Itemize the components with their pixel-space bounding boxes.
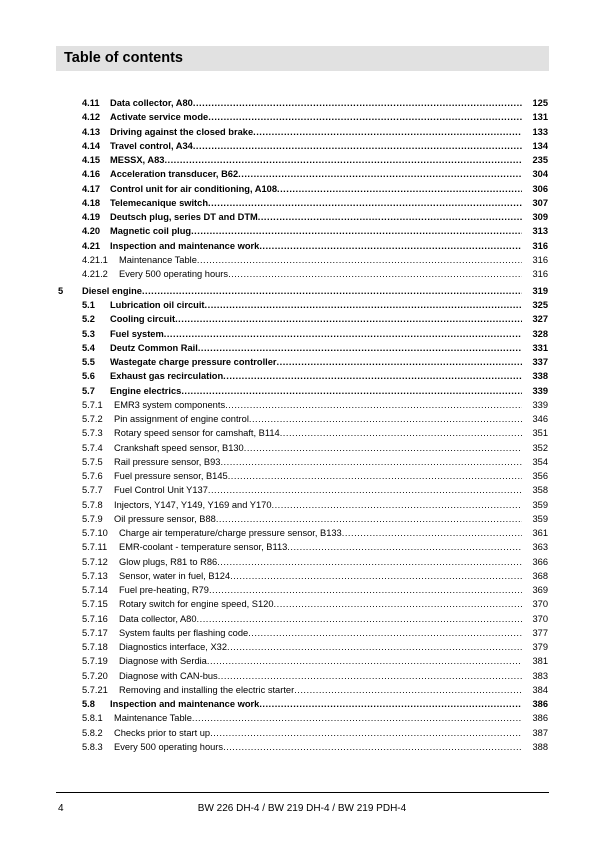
toc-entry-number: 5 xyxy=(58,285,64,296)
toc-entry-page: 377 xyxy=(532,627,548,638)
toc-entry-page: 388 xyxy=(532,741,548,752)
toc-entry-title: Deutsch plug, series DT and DTM xyxy=(110,212,258,222)
toc-entry[interactable] xyxy=(0,583,604,597)
toc-entry-title: Inspection and maintenance work xyxy=(110,240,260,251)
toc-dot-leader xyxy=(228,267,522,281)
toc-entry[interactable] xyxy=(0,512,604,526)
toc-entry-number: 5.7.17 xyxy=(82,627,108,638)
toc-dot-leader xyxy=(249,412,522,426)
toc-entry-number: 5.7.8 xyxy=(82,499,103,510)
toc-entry-title: Acceleration transducer, B62 xyxy=(110,169,239,180)
toc-entry-number: 5.7.10 xyxy=(82,528,108,538)
toc-entry-title: Removing and installing the electric starter xyxy=(119,684,295,695)
toc-entry-number: 5.7.19 xyxy=(82,656,108,667)
toc-entry-title: System faults per flashing code xyxy=(119,627,249,638)
toc-entry-number: 5.7 xyxy=(82,385,95,396)
toc-entry-title: Oil pressure sensor, B88 xyxy=(114,513,216,524)
toc-entry[interactable] xyxy=(0,167,604,181)
toc-entry-title: Driving against the closed brake xyxy=(110,126,254,137)
toc-entry[interactable] xyxy=(0,669,604,683)
toc-entry[interactable] xyxy=(0,312,604,326)
toc-dot-leader xyxy=(198,341,522,355)
toc-entry[interactable] xyxy=(0,110,604,124)
toc-entry-number: 4.21.2 xyxy=(82,269,108,279)
toc-entry-number: 5.7.3 xyxy=(82,428,103,439)
toc-entry-number: 5.7.1 xyxy=(82,399,103,410)
toc-entry[interactable] xyxy=(0,469,604,483)
toc-dot-leader xyxy=(164,153,522,167)
toc-entry[interactable] xyxy=(0,298,604,312)
toc-entry-page: 307 xyxy=(532,197,548,208)
toc-entry-number: 4.11 xyxy=(82,98,100,108)
toc-dot-leader xyxy=(193,139,522,153)
toc-entry[interactable] xyxy=(0,640,604,654)
toc-entry-title: Lubrication oil circuit xyxy=(110,300,205,310)
toc-dot-leader xyxy=(259,239,522,253)
toc-entry-title: Wastegate charge pressure controller xyxy=(110,357,277,367)
toc-entry-page: 387 xyxy=(532,727,548,738)
toc-entry[interactable] xyxy=(0,441,604,455)
toc-entry[interactable] xyxy=(0,612,604,626)
toc-entry-page: 369 xyxy=(532,585,548,595)
toc-entry[interactable] xyxy=(0,697,604,711)
toc-dot-leader xyxy=(280,426,522,440)
toc-dot-leader xyxy=(208,110,522,124)
toc-entry-title: Travel control, A34 xyxy=(110,140,193,151)
toc-entry-page: 339 xyxy=(532,399,548,410)
toc-dot-leader xyxy=(227,640,522,654)
toc-entry-page: 125 xyxy=(532,98,548,108)
toc-entry-page: 133 xyxy=(532,126,548,137)
toc-entry-page: 346 xyxy=(532,414,548,424)
toc-entry[interactable] xyxy=(0,125,604,139)
toc-entry-page: 331 xyxy=(532,342,548,353)
toc-entry[interactable] xyxy=(0,626,604,640)
toc-entry-number: 4.16 xyxy=(82,169,101,180)
toc-dot-leader xyxy=(197,253,522,267)
toc-entry[interactable] xyxy=(0,355,604,369)
toc-dot-leader xyxy=(218,669,522,683)
toc-entry-number: 4.14 xyxy=(82,140,101,151)
toc-entry[interactable] xyxy=(0,726,604,740)
toc-entry-title: MESSX, A83 xyxy=(110,155,165,165)
toc-entry-number: 5.8.1 xyxy=(82,713,103,724)
toc-entry-page: 363 xyxy=(532,542,548,553)
toc-entry-title: Fuel system xyxy=(110,328,164,339)
toc-entry-number: 5.7.16 xyxy=(82,613,108,624)
toc-entry-number: 4.18 xyxy=(82,197,101,208)
toc-dot-leader xyxy=(205,298,522,312)
toc-entry-title: Every 500 operating hours xyxy=(119,269,229,279)
toc-dot-leader xyxy=(287,540,522,554)
toc-dot-leader xyxy=(277,355,522,369)
toc-entry-title: Glow plugs, R81 to R86 xyxy=(119,556,218,567)
toc-entry-page: 325 xyxy=(532,300,548,310)
toc-entry-title: Crankshaft speed sensor, B130 xyxy=(114,442,244,453)
toc-entry-page: 384 xyxy=(532,684,548,695)
page-title: Table of contents xyxy=(64,50,183,66)
toc-entry-title: Diagnostics interface, X32 xyxy=(119,642,228,652)
toc-entry-title: Charge air temperature/charge pressure sensor, B133 xyxy=(119,528,342,538)
toc-entry-number: 5.7.5 xyxy=(82,456,103,467)
toc-entry-page: 386 xyxy=(532,713,548,724)
toc-dot-leader xyxy=(209,583,522,597)
toc-entry-page: 327 xyxy=(532,314,548,325)
toc-entry[interactable] xyxy=(0,398,604,412)
toc-entry-page: 366 xyxy=(532,556,548,567)
toc-entry-page: 131 xyxy=(532,112,548,123)
toc-dot-leader xyxy=(228,469,522,483)
toc-entry-title: Engine electrics xyxy=(110,385,182,396)
toc-entry-page: 235 xyxy=(532,155,548,165)
toc-entry[interactable] xyxy=(0,740,604,754)
toc-entry-title: Cooling circuit xyxy=(110,314,176,325)
toc-entry-number: 5.7.11 xyxy=(82,542,108,553)
toc-dot-leader xyxy=(244,441,522,455)
toc-entry-title: Diagnose with Serdia xyxy=(119,656,207,667)
toc-dot-leader xyxy=(230,569,522,583)
toc-entry[interactable] xyxy=(0,341,604,355)
toc-entry[interactable] xyxy=(0,239,604,253)
toc-entry-title: Telemecanique switch xyxy=(110,197,208,208)
toc-entry-number: 5.7.21 xyxy=(82,684,108,695)
toc-entry-number: 5.7.13 xyxy=(82,570,108,581)
toc-dot-leader xyxy=(223,369,522,383)
toc-entry-title: Fuel Control Unit Y137 xyxy=(114,485,208,496)
toc-entry[interactable] xyxy=(0,369,604,383)
toc-entry[interactable] xyxy=(0,455,604,469)
toc-entry-number: 5.8.2 xyxy=(82,727,103,738)
toc-entry-page: 351 xyxy=(532,428,548,439)
toc-entry-title: Inspection and maintenance work xyxy=(110,699,260,709)
toc-entry-number: 4.19 xyxy=(82,212,101,222)
toc-entry-title: Deutz Common Rail xyxy=(110,342,198,353)
toc-entry-number: 5.6 xyxy=(82,371,95,382)
toc-dot-leader xyxy=(191,224,522,238)
toc-dot-leader xyxy=(272,498,523,512)
toc-entry-number: 4.20 xyxy=(82,226,101,237)
toc-entry-number: 5.7.18 xyxy=(82,642,108,652)
toc-entry-number: 5.7.4 xyxy=(82,442,103,453)
toc-dot-leader xyxy=(210,726,522,740)
toc-entry-page: 309 xyxy=(532,212,548,222)
toc-dot-leader xyxy=(207,654,522,668)
toc-entry-page: 352 xyxy=(532,442,548,453)
toc-dot-leader xyxy=(277,182,522,196)
toc-entry-number: 4.21 xyxy=(82,240,101,251)
toc-entry-title: Magnetic coil plug xyxy=(110,226,192,237)
toc-dot-leader xyxy=(197,612,522,626)
toc-entry-page: 386 xyxy=(532,699,548,709)
toc-entry-page: 359 xyxy=(532,499,548,510)
toc-entry-title: Maintenance Table xyxy=(114,713,192,724)
header-band xyxy=(56,46,549,71)
toc-entry-number: 5.5 xyxy=(82,357,95,367)
toc-entry-title: Pin assignment of engine control xyxy=(114,414,249,424)
toc-dot-leader xyxy=(274,597,522,611)
toc-entry-page: 316 xyxy=(532,254,548,265)
toc-entry-title: Control unit for air conditioning, A108 xyxy=(110,183,277,194)
toc-entry-page: 383 xyxy=(532,670,548,681)
toc-entry-number: 4.17 xyxy=(82,183,101,194)
toc-entry-title: Diesel engine xyxy=(82,285,142,296)
toc-dot-leader xyxy=(220,455,522,469)
toc-entry[interactable] xyxy=(0,196,604,210)
toc-entry-title: Checks prior to start up xyxy=(114,727,211,738)
toc-entry-page: 337 xyxy=(532,357,548,367)
toc-entry-number: 5.7.9 xyxy=(82,513,103,524)
toc-entry-number: 5.3 xyxy=(82,328,95,339)
toc-entry-page: 328 xyxy=(532,328,548,339)
toc-dot-leader xyxy=(294,683,522,697)
toc-entry-page: 304 xyxy=(532,169,548,180)
toc-entry[interactable] xyxy=(0,284,604,298)
toc-entry-number: 4.12 xyxy=(82,112,101,123)
toc-dot-leader xyxy=(181,384,522,398)
toc-entry-number: 5.8 xyxy=(82,699,95,709)
toc-dot-leader xyxy=(217,555,522,569)
toc-dot-leader xyxy=(238,167,522,181)
toc-dot-leader xyxy=(164,327,522,341)
toc-entry-title: Fuel pre-heating, R79 xyxy=(119,585,209,595)
toc-entry[interactable] xyxy=(0,253,604,267)
toc-entry[interactable] xyxy=(0,569,604,583)
toc-entry[interactable] xyxy=(0,267,604,281)
toc-entry-page: 370 xyxy=(532,613,548,624)
toc-entry-number: 5.7.20 xyxy=(82,670,108,681)
toc-entry-page: 356 xyxy=(532,471,548,481)
toc-entry-title: Activate service mode xyxy=(110,112,209,123)
toc-entry[interactable] xyxy=(0,711,604,725)
toc-entry-page: 306 xyxy=(532,183,548,194)
toc-entry-page: 379 xyxy=(532,642,548,652)
toc-dot-leader xyxy=(216,512,522,526)
toc-entry-title: Data collector, A80 xyxy=(110,98,193,108)
toc-entry-number: 5.7.15 xyxy=(82,599,108,610)
toc-entry-page: 359 xyxy=(532,513,548,524)
toc-entry-title: Rail pressure sensor, B93 xyxy=(114,456,221,467)
toc-entry-page: 339 xyxy=(532,385,548,396)
toc-entry-page: 354 xyxy=(532,456,548,467)
toc-dot-leader xyxy=(192,711,522,725)
toc-dot-leader xyxy=(175,312,522,326)
toc-entry[interactable] xyxy=(0,153,604,167)
toc-entry-title: Rotary speed sensor for camshaft, B114 xyxy=(114,428,280,439)
toc-entry-number: 4.13 xyxy=(82,126,101,137)
toc-dot-leader xyxy=(225,398,522,412)
toc-entry[interactable] xyxy=(0,483,604,497)
toc-entry[interactable] xyxy=(0,412,604,426)
toc-entry-title: Sensor, water in fuel, B124 xyxy=(119,570,231,581)
toc-entry-title: Rotary switch for engine speed, S120 xyxy=(119,599,274,610)
toc-entry-title: Fuel pressure sensor, B145 xyxy=(114,471,228,481)
toc-dot-leader xyxy=(208,196,522,210)
toc-entry[interactable] xyxy=(0,654,604,668)
toc-entry-page: 370 xyxy=(532,599,548,610)
toc-entry[interactable] xyxy=(0,327,604,341)
toc-entry-title: Maintenance Table xyxy=(119,254,197,265)
toc-dot-leader xyxy=(342,526,522,540)
toc-entry-title: EMR-coolant - temperature sensor, B113 xyxy=(119,542,288,553)
toc-entry-page: 358 xyxy=(532,485,548,496)
toc-entry[interactable] xyxy=(0,224,604,238)
toc-entry-number: 5.7.7 xyxy=(82,485,103,496)
toc-entry-number: 5.7.2 xyxy=(82,414,103,424)
toc-entry-page: 316 xyxy=(532,240,548,251)
toc-entry[interactable] xyxy=(0,182,604,196)
toc-entry[interactable] xyxy=(0,210,604,224)
toc-entry-title: EMR3 system components xyxy=(114,399,226,410)
toc-entry-title: Every 500 operating hours xyxy=(114,741,224,752)
toc-entry-title: Data collector, A80 xyxy=(119,613,197,624)
toc-entry-page: 381 xyxy=(532,656,548,667)
toc-entry-number: 5.4 xyxy=(82,342,95,353)
toc-entry-page: 361 xyxy=(532,528,548,538)
toc-entry[interactable] xyxy=(0,597,604,611)
toc-entry[interactable] xyxy=(0,426,604,440)
toc-entry-page: 313 xyxy=(532,226,548,237)
toc-entry[interactable] xyxy=(0,540,604,554)
footer-divider xyxy=(56,792,549,793)
toc-dot-leader xyxy=(142,284,522,298)
toc-entry-page: 319 xyxy=(532,285,548,296)
toc-entry[interactable] xyxy=(0,498,604,512)
toc-entry-page: 338 xyxy=(532,371,548,382)
toc-dot-leader xyxy=(208,483,522,497)
toc-dot-leader xyxy=(193,96,522,110)
toc-entry-number: 5.7.14 xyxy=(82,585,108,595)
toc-dot-leader xyxy=(253,125,522,139)
toc-entry[interactable] xyxy=(0,384,604,398)
toc-dot-leader xyxy=(259,697,522,711)
toc-entry[interactable] xyxy=(0,683,604,697)
toc-entry-number: 5.7.12 xyxy=(82,556,108,567)
toc-entry-number: 4.21.1 xyxy=(82,254,108,265)
toc-entry-title: Diagnose with CAN-bus xyxy=(119,670,218,681)
toc-dot-leader xyxy=(258,210,522,224)
toc-entry-number: 5.1 xyxy=(82,300,95,310)
toc-entry[interactable] xyxy=(0,96,604,110)
toc-entry-title: Exhaust gas recirculation xyxy=(110,371,224,382)
toc-entry-number: 5.2 xyxy=(82,314,95,325)
toc-dot-leader xyxy=(248,626,522,640)
toc-dot-leader xyxy=(223,740,522,754)
toc-entry[interactable] xyxy=(0,139,604,153)
toc-entry-number: 5.7.6 xyxy=(82,471,103,481)
toc-entry-page: 134 xyxy=(532,140,548,151)
toc-entry[interactable] xyxy=(0,555,604,569)
toc-entry-number: 5.8.3 xyxy=(82,741,103,752)
footer-page-number: 4 xyxy=(58,803,64,814)
footer-document-title: BW 226 DH-4 / BW 219 DH-4 / BW 219 PDH-4 xyxy=(197,803,407,814)
toc-entry-title: Injectors, Y147, Y149, Y169 and Y170 xyxy=(114,499,272,510)
toc-entry-page: 368 xyxy=(532,570,548,581)
toc-entry[interactable] xyxy=(0,526,604,540)
toc-entry-number: 4.15 xyxy=(82,155,101,165)
toc-entry-page: 316 xyxy=(532,269,548,279)
